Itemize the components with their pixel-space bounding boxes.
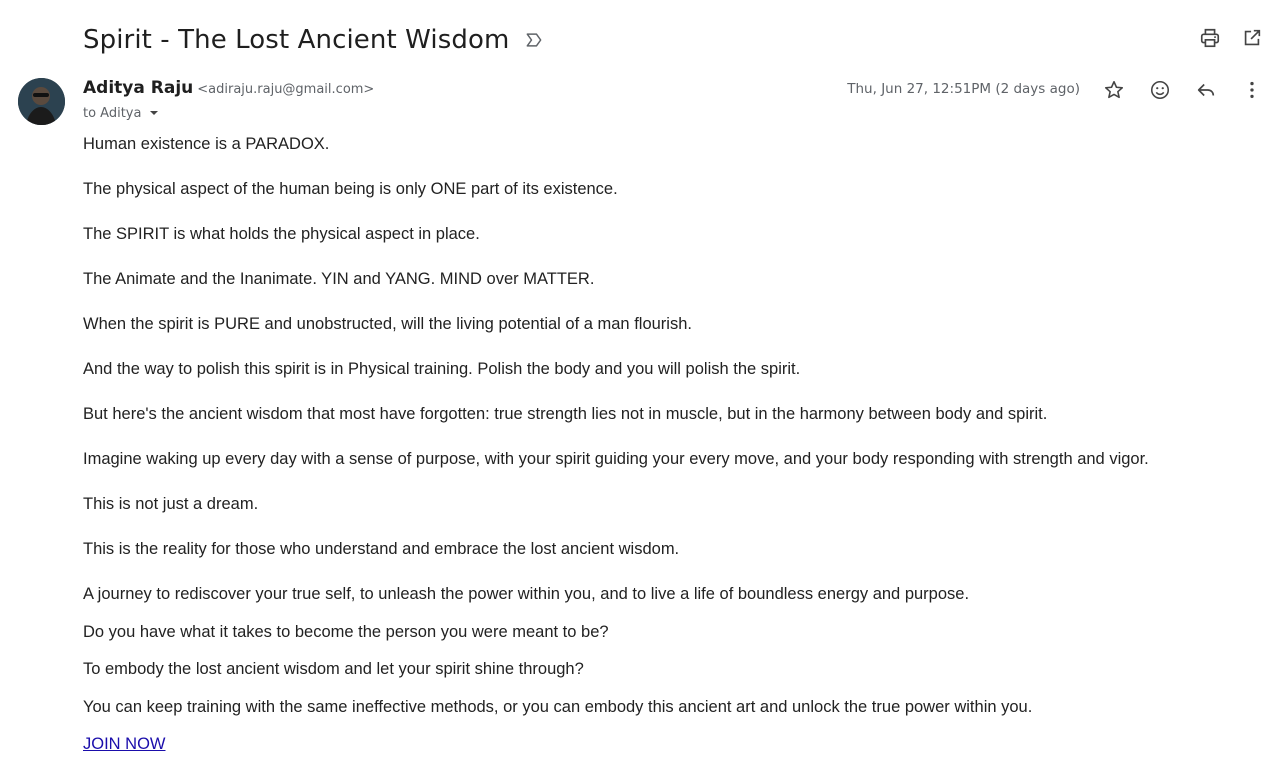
body-paragraph: When the spirit is PURE and unobstructed, will the living potential of a man flourish. xyxy=(83,315,692,333)
body-paragraph: And the way to polish this spirit is in Physical training. Polish the body and you will polish the spirit. xyxy=(83,360,801,378)
recipient-row xyxy=(83,104,159,122)
email-date: Thu, Jun 27, 12:51PM (2 days ago) xyxy=(847,81,1080,97)
body-paragraph: Imagine waking up every day with a sense of purpose, with your spirit guiding your every move, and your body responding with strength and vigor. xyxy=(83,450,1149,468)
join-now-link[interactable]: JOIN NOW xyxy=(83,735,166,753)
body-paragraph: Human existence is a PARADOX. xyxy=(83,135,330,153)
top-actions xyxy=(1198,26,1264,50)
sender-name[interactable]: Aditya Raju xyxy=(83,78,194,98)
body-paragraph: This is the reality for those who understand and embrace the lost ancient wisdom. xyxy=(83,540,680,558)
label-icon[interactable] xyxy=(523,29,545,51)
body-paragraph: Do you have what it takes to become the person you were meant to be? xyxy=(83,623,609,641)
sender-row xyxy=(83,78,374,102)
open-in-new-window-icon[interactable] xyxy=(1240,26,1264,50)
star-icon[interactable] xyxy=(1102,78,1126,102)
reply-icon[interactable] xyxy=(1194,78,1218,102)
recipient-label: to Aditya xyxy=(83,105,142,121)
body-paragraph: The physical aspect of the human being is only ONE part of its existence. xyxy=(83,180,618,198)
email-subject: Spirit - The Lost Ancient Wisdom xyxy=(83,25,510,55)
body-paragraph: The SPIRIT is what holds the physical aspect in place. xyxy=(83,225,480,243)
avatar[interactable] xyxy=(18,78,65,125)
message-actions xyxy=(1102,78,1264,102)
body-paragraph: This is not just a dream. xyxy=(83,495,259,513)
body-paragraph: A journey to rediscover your true self, to unleash the power within you, and to live a life of boundless energy and purpose. xyxy=(83,585,970,603)
subject-row xyxy=(83,20,545,60)
print-icon[interactable] xyxy=(1198,26,1222,50)
sender-email: <adiraju.raju@gmail.com> xyxy=(197,82,375,97)
body-paragraph: The Animate and the Inanimate. YIN and YANG. MIND over MATTER. xyxy=(83,270,595,288)
body-paragraph: You can keep training with the same ineffective methods, or you can embody this ancient art and unlock the true power within you. xyxy=(83,698,1033,716)
emoji-react-icon[interactable] xyxy=(1148,78,1172,102)
body-paragraph: To embody the lost ancient wisdom and let your spirit shine through? xyxy=(83,660,584,678)
chevron-down-icon[interactable] xyxy=(149,108,159,118)
body-paragraph: But here's the ancient wisdom that most have forgotten: true strength lies not in muscle, but in the harmony between body and spirit. xyxy=(83,405,1048,423)
more-vert-icon[interactable] xyxy=(1240,78,1264,102)
